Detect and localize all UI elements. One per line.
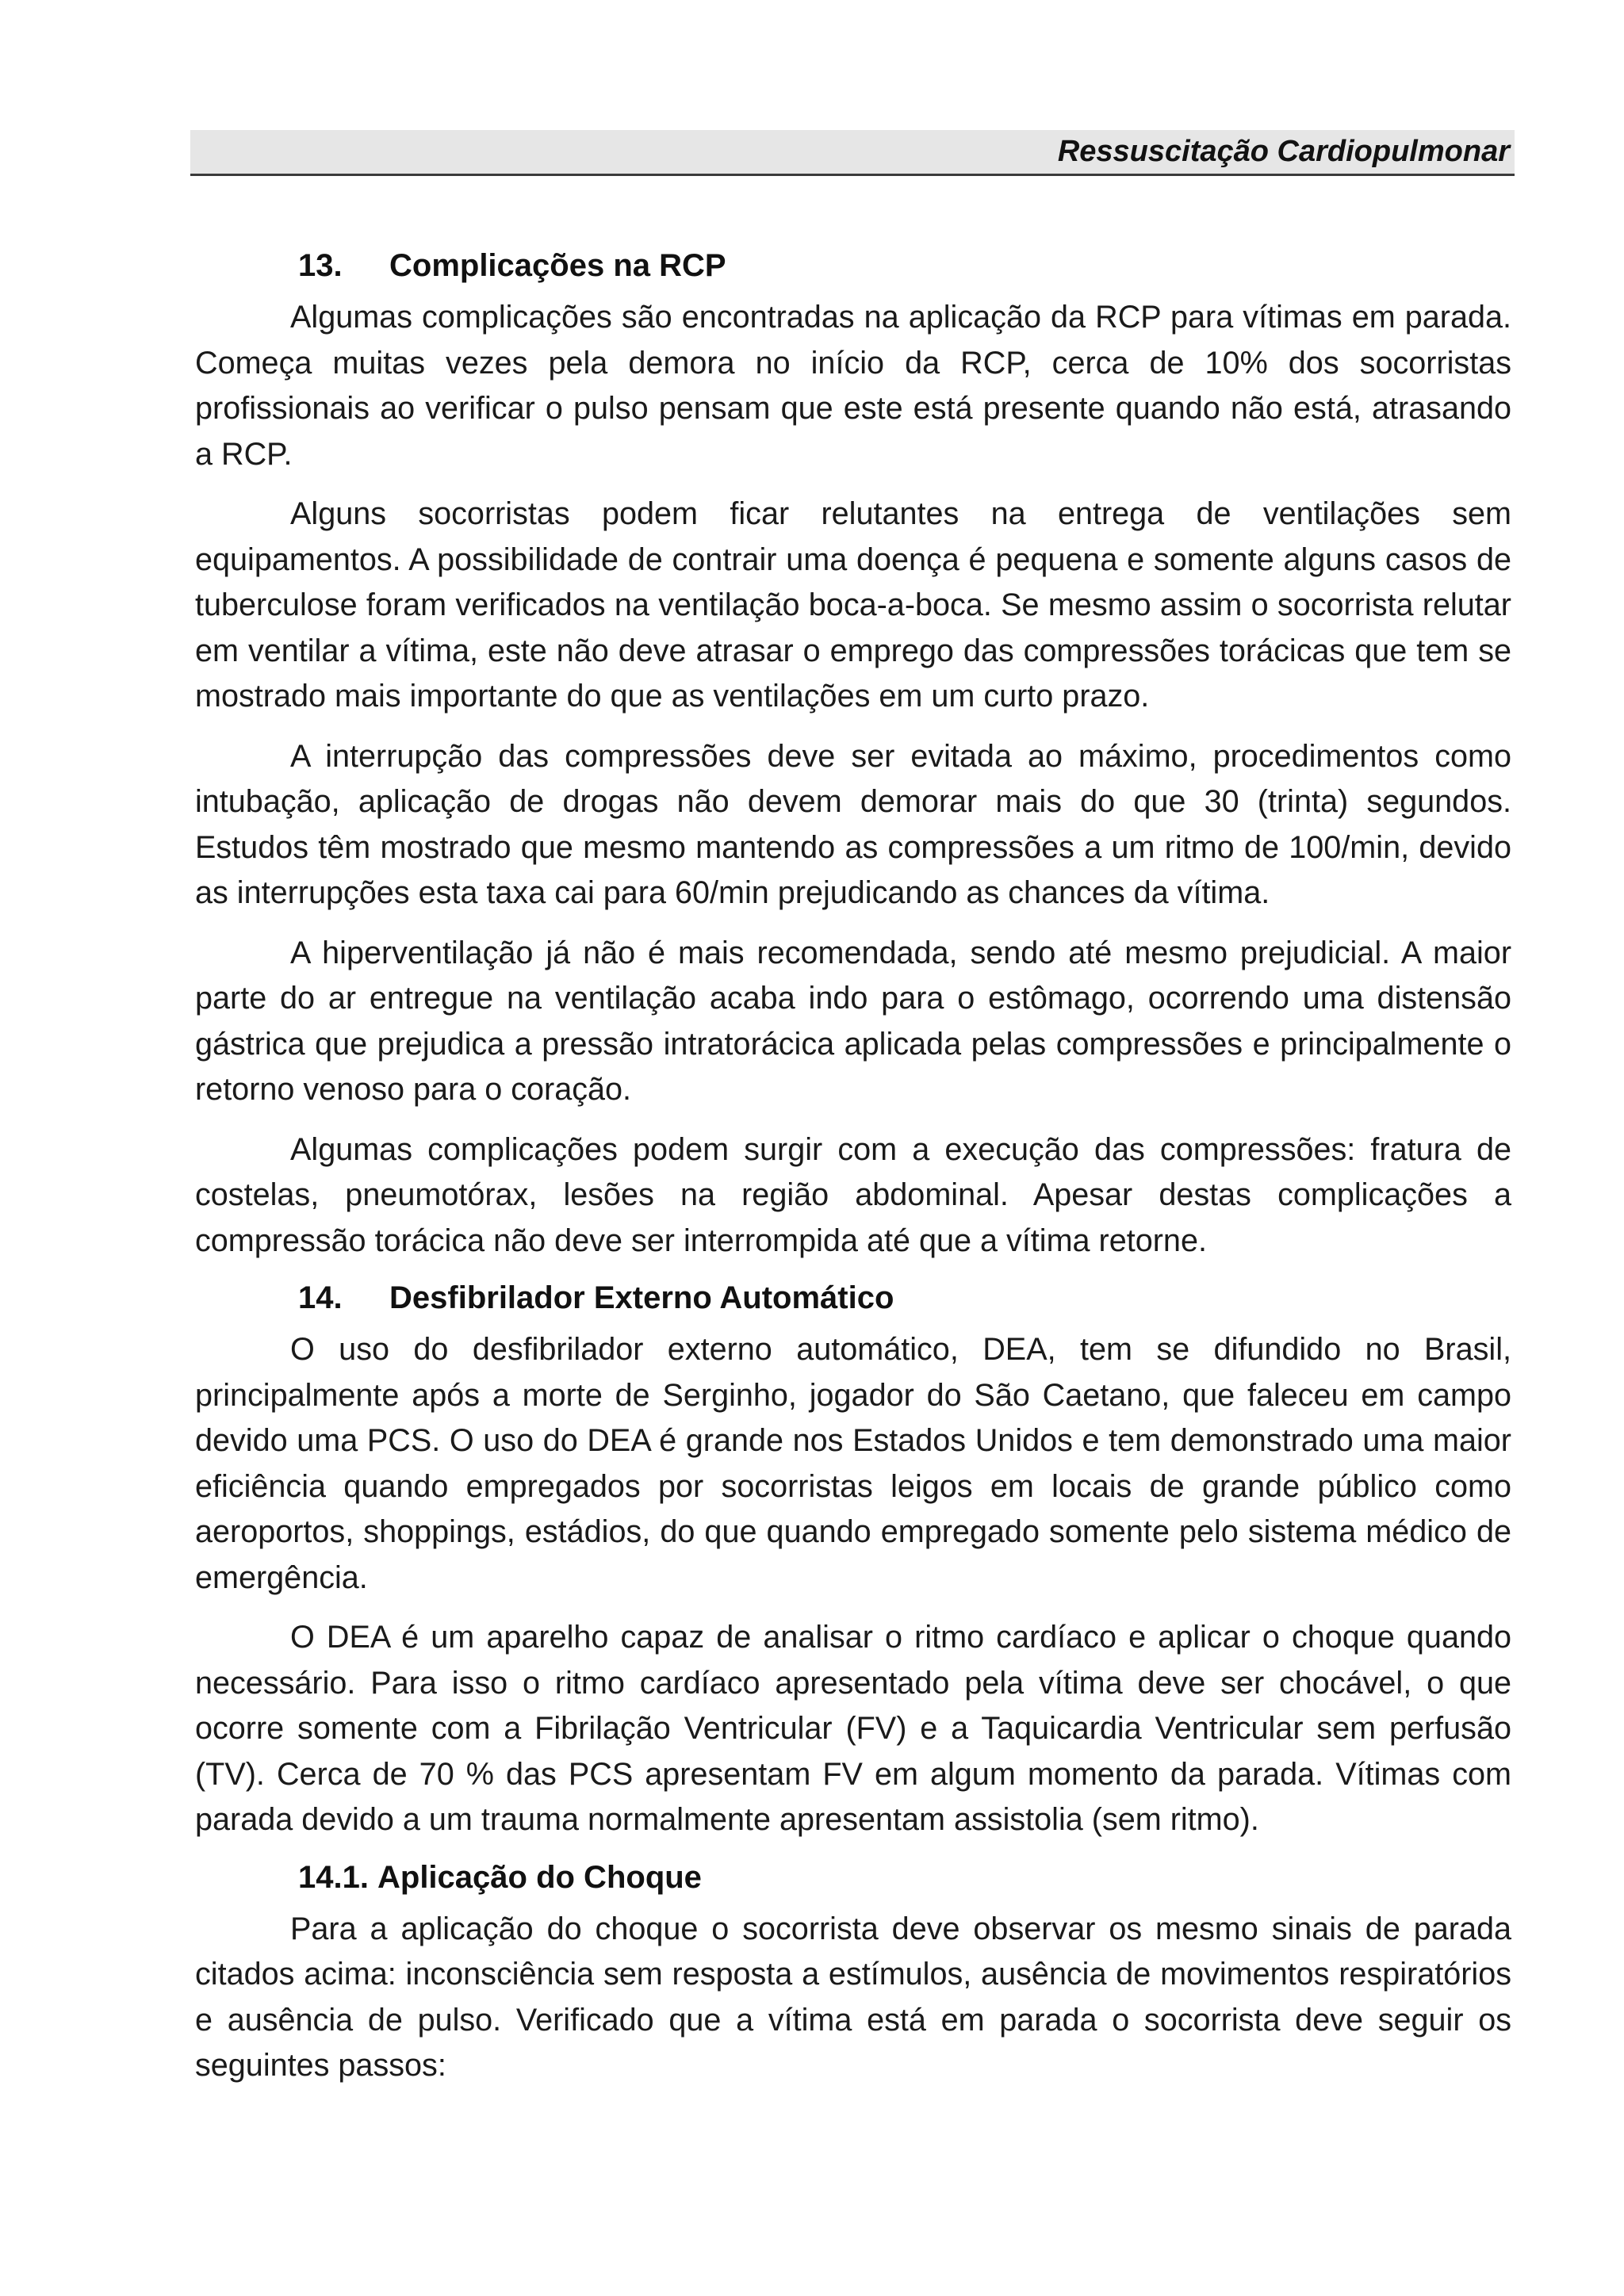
section-heading [195,246,1511,285]
section-title: Aplicação do Choque [377,1859,702,1895]
paragraph: A hiperventilação já não é mais recomendada, sendo até mesmo prejudicial. A maior parte do ar entregue na ventilação acaba indo para o estômago, ocorrendo uma distensão gástrica que prejudica a pressão intratorácica aplicada pelas compressões e principalmente o retorno venoso para o coração. [195,935,1511,1107]
paragraph: Algumas complicações são encontradas na aplicação da RCP para vítimas em parada. Começa muitas vezes pela demora no início da RCP, cerca de 10% dos socorristas profissionais ao verificar o pulso pensam que este está presente quando não está, atrasando a RCP. [195,300,1511,472]
paragraph: Algumas complicações podem surgir com a execução das compressões: fratura de costelas, pneumotórax, lesões na região abdominal. Apesar destas complicações a compressão torácica não deve ser interrompida até que a vítima retorne. [195,1131,1511,1258]
paragraph: A interrupção das compressões deve ser evitada ao máximo, procedimentos como intubação, aplicação de drogas não devem demorar mais do que 30 (trinta) segundos. Estudos têm mostrado que mesmo mantendo as compressões a um ritmo de 100/min, devido as interrupções esta taxa cai para 60/min prejudicando as chances da vítima. [195,738,1511,910]
section-number: 14. [298,1280,343,1315]
running-header-title: Ressuscitação Cardiopulmonar [1057,135,1510,168]
section-title: Desfibrilador Externo Automático [389,1280,894,1315]
paragraph: Alguns socorristas podem ficar relutantes na entrega de ventilações sem equipamentos. A possibilidade de contrair uma doença é pequena e somente alguns casos de tuberculose foram verificados na ventilação boca-a-boca. Se mesmo assim o socorrista relutar em ventilar a vítima, este não deve atrasar o emprego das compressões torácicas que tem se mostrado mais importante do que as ventilações em um curto prazo. [195,496,1511,714]
section-number: 14.1. [298,1859,369,1895]
subsection-heading [195,1858,1511,1897]
section-number: 13. [298,248,343,283]
paragraph: O DEA é um aparelho capaz de analisar o ritmo cardíaco e aplicar o choque quando necessário. Para isso o ritmo cardíaco apresentado pela vítima deve ser chocável, o que ocorre somente com a Fibrilação Ventricular (FV) e a Taquicardia Ventricular sem perfusão (TV). Cerca de 70 % das PCS apresentam FV em algum momento da parada. Vítimas com parada devido a um trauma normalmente apresentam assistolia (sem ritmo). [195,1620,1511,1837]
running-header [190,130,1515,176]
section-heading [195,1278,1511,1318]
page-body [195,238,1511,2103]
paragraph: O uso do desfibrilador externo automático, DEA, tem se difundido no Brasil, principalmente após a morte de Serginho, jogador do São Caetano, que faleceu em campo devido uma PCS. O uso do DEA é grande nos Estados Unidos e tem demonstrado uma maior eficiência quando empregados por socorristas leigos em locais de grande público como aeroportos, shoppings, estádios, do que quando empregado somente pelo sistema médico de emergência. [195,1332,1511,1595]
section-title: Complicações na RCP [389,248,726,283]
paragraph: Para a aplicação do choque o socorrista deve observar os mesmo sinais de parada citados acima: inconsciência sem resposta a estímulos, ausência de movimentos respiratórios e ausência de pulso. Verificado que a vítima está em parada o socorrista deve seguir os seguintes passos: [195,1911,1511,2083]
